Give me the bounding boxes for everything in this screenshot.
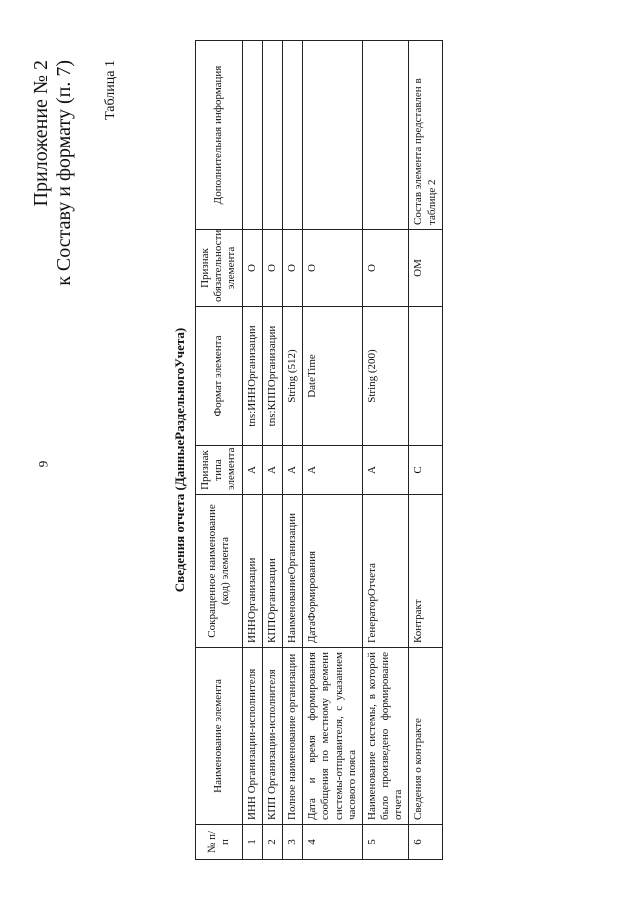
cell-additional-info — [362, 41, 409, 230]
header-required-flag: Признак обязательности элемента — [196, 230, 243, 307]
cell-element-code: ИННОрганизации — [242, 495, 262, 648]
cell-element-code: Контракт — [409, 495, 442, 648]
cell-number: 3 — [282, 825, 302, 860]
table-label: Таблица 1 — [103, 60, 118, 120]
header-element-format: Формат элемента — [196, 307, 243, 446]
cell-element-code: КППОрганизации — [262, 495, 282, 648]
cell-element-name: Сведения о контракте — [409, 648, 442, 825]
cell-number: 2 — [262, 825, 282, 860]
cell-element-type: С — [409, 446, 442, 495]
header-element-type: Признак типа элемента — [196, 446, 243, 495]
appendix-title: Приложение № 2 — [30, 60, 52, 207]
cell-element-type: А — [362, 446, 409, 495]
table-row — [242, 41, 262, 860]
cell-element-format: String (512) — [282, 307, 302, 446]
cell-additional-info — [282, 41, 302, 230]
table-row — [282, 41, 302, 860]
cell-element-name: Дата и время формирования сообщения по местному времени системы-отправителя, с указанием часового пояса — [303, 648, 363, 825]
appendix-subtitle: к Составу и формату (п. 7) — [53, 60, 75, 286]
table-row — [362, 41, 409, 860]
header-element-name: Наименование элемента — [196, 648, 243, 825]
cell-element-type: А — [242, 446, 262, 495]
cell-additional-info — [262, 41, 282, 230]
rotated-sheet — [30, 60, 615, 860]
cell-additional-info — [242, 41, 262, 230]
report-table — [195, 40, 443, 860]
cell-element-format: tns:КППОрганизации — [262, 307, 282, 446]
table-row — [409, 41, 442, 860]
cell-number: 6 — [409, 825, 442, 860]
appendix-heading — [30, 60, 76, 286]
cell-required-flag: О — [242, 230, 262, 307]
cell-element-name: Полное наименование организации — [282, 648, 302, 825]
cell-element-format: tns:ИННОрганизации — [242, 307, 262, 446]
cell-element-name: Наименование системы, в которой было произведено формирование отчета — [362, 648, 409, 825]
table-row — [303, 41, 363, 860]
cell-required-flag: О — [303, 230, 363, 307]
header-number: № п/п — [196, 825, 243, 860]
cell-element-format: DateTime — [303, 307, 363, 446]
page-number: 9 — [35, 460, 51, 468]
header-additional-info: Дополнительная информация — [196, 41, 243, 230]
cell-element-format: String (200) — [362, 307, 409, 446]
cell-number: 1 — [242, 825, 262, 860]
cell-number: 5 — [362, 825, 409, 860]
cell-element-name: КПП Организации-исполнителя — [262, 648, 282, 825]
cell-additional-info — [303, 41, 363, 230]
cell-additional-info: Состав элемента представлен в таблице 2 — [409, 41, 442, 230]
cell-element-code: ГенераторОтчета — [362, 495, 409, 648]
cell-required-flag: О — [362, 230, 409, 307]
table-header-row — [196, 41, 243, 860]
cell-required-flag: О — [262, 230, 282, 307]
cell-element-name: ИНН Организации-исполнителя — [242, 648, 262, 825]
cell-element-format — [409, 307, 442, 446]
header-element-code: Сокращенное наименование (код) элемента — [196, 495, 243, 648]
cell-required-flag: О — [282, 230, 302, 307]
table-row — [262, 41, 282, 860]
cell-required-flag: ОМ — [409, 230, 442, 307]
cell-element-code: ДатаФормирования — [303, 495, 363, 648]
table-caption: Сведения отчета (ДанныеРаздельногоУчета) — [172, 327, 187, 593]
cell-number: 4 — [303, 825, 363, 860]
cell-element-type: А — [262, 446, 282, 495]
cell-element-code: НаименованиеОрганизации — [282, 495, 302, 648]
cell-element-type: А — [303, 446, 363, 495]
cell-element-type: А — [282, 446, 302, 495]
